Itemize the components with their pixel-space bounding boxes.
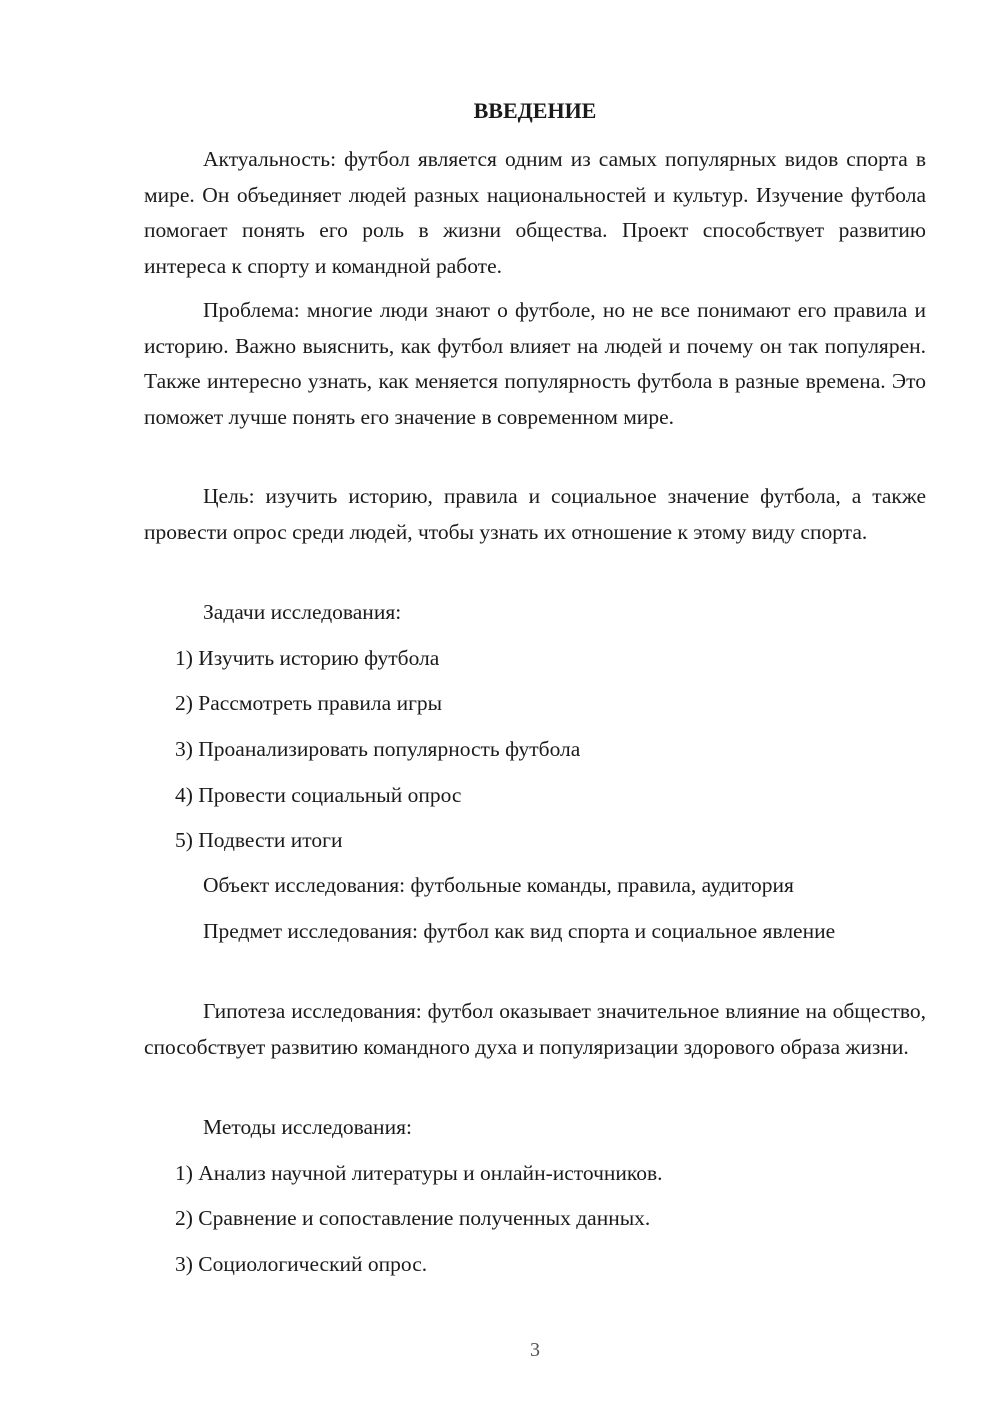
paragraph-relevance: Актуальность: футбол является одним из самых популярных видов спорта в мире. Он объединяет людей разных национальностей и культур. Изучение футбола помогает понять его роль в жизни общества. Проект способствует развитию интереса к спорту и командной работе.: [144, 147, 926, 278]
paragraph-goal: Цель: изучить историю, правила и социальное значение футбола, а также провести опрос среди людей, чтобы узнать их отношение к этому виду спорта.: [144, 484, 926, 544]
paragraph-problem: Проблема: многие люди знают о футболе, но не все понимают его правила и историю. Важно выяснить, как футбол влияет на людей и почему он так популярен. Также интересно узнать, как меняется популярность футбола в разные времена. Это поможет лучше понять его значение в современном мире.: [144, 298, 926, 429]
methods-heading: Методы исследования:: [203, 1115, 412, 1139]
task-item: 3) Проанализировать популярность футбола: [175, 737, 581, 761]
paragraph-subject: Предмет исследования: футбол как вид спорта и социальное явление: [203, 919, 836, 943]
method-item: 1) Анализ научной литературы и онлайн-источников.: [175, 1161, 663, 1185]
tasks-heading: Задачи исследования:: [203, 600, 402, 624]
paragraph-object: Объект исследования: футбольные команды, правила, аудитория: [203, 873, 794, 897]
paragraph-hypothesis: Гипотеза исследования: футбол оказывает значительное влияние на общество, способствует развитию командного духа и популяризации здорового образа жизни.: [144, 999, 926, 1059]
task-item: 1) Изучить историю футбола: [175, 646, 440, 670]
task-item: 2) Рассмотреть правила игры: [175, 691, 443, 715]
section-title: ВВЕДЕНИЕ: [473, 98, 597, 123]
page-number: 3: [530, 1339, 540, 1361]
method-item: 2) Сравнение и сопоставление полученных данных.: [175, 1206, 651, 1230]
method-item: 3) Социологический опрос.: [175, 1252, 428, 1276]
task-item: 4) Провести социальный опрос: [175, 783, 462, 807]
task-item: 5) Подвести итоги: [175, 828, 343, 852]
